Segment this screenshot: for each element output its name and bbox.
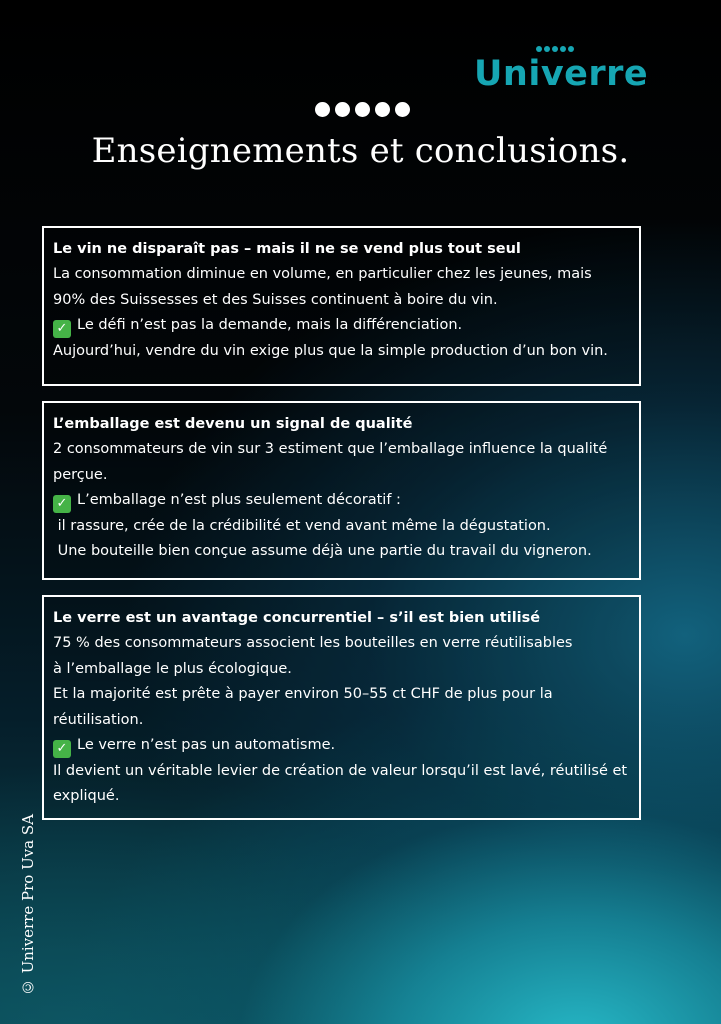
card-text: à l’emballage le plus écologique. — [53, 660, 292, 677]
card-conclusion-text: Le verre n’est pas un automatisme. — [77, 737, 336, 753]
card-conclusion — [53, 313, 631, 339]
card-text: Aujourd’hui, vendre du vin exige plus que la simple production d’un bon vin. — [53, 342, 608, 359]
card-text: 2 consommateurs de vin sur 3 estiment que l’emballage influence la qualité — [53, 441, 608, 457]
card-text: il rassure, crée de la crédibilité et vend avant même la dégustation. — [53, 517, 551, 534]
card-glass — [42, 595, 641, 820]
check-mark-icon: ✓ — [53, 320, 71, 338]
logo-text: Univerre — [474, 54, 649, 94]
card-conclusion — [53, 733, 631, 759]
title-dots-decoration — [315, 102, 410, 117]
copyright-notice: © Univerre Pro Uva SA — [19, 813, 37, 996]
card-text: Et la majorité est prête à payer environ 50–55 ct CHF de plus pour la — [53, 686, 553, 702]
card-text: La consommation diminue en volume, en particulier chez les jeunes, mais — [53, 266, 592, 282]
card-text: perçue. — [53, 466, 108, 483]
card-text: Il devient un véritable levier de création de valeur lorsqu’il est lavé, réutilisé et — [53, 762, 628, 779]
card-packaging — [42, 401, 641, 580]
univerre-logo — [474, 46, 674, 98]
card-text: expliqué. — [53, 788, 120, 804]
card-conclusion-text: L’emballage n’est plus seulement décoratif : — [77, 492, 401, 508]
check-mark-icon: ✓ — [53, 740, 71, 758]
card-heading: Le verre est un avantage concurrentiel – s’il est bien utilisé — [53, 610, 541, 626]
card-conclusion-text: Le défi n’est pas la demande, mais la différenciation. — [77, 317, 463, 333]
card-heading: L’emballage est devenu un signal de qualité — [53, 416, 413, 432]
card-conclusion — [53, 488, 631, 514]
check-mark-icon: ✓ — [53, 495, 71, 513]
card-text: 75 % des consommateurs associent les bouteilles en verre réutilisables — [53, 635, 573, 651]
card-wine-market — [42, 226, 641, 386]
card-text: réutilisation. — [53, 711, 144, 728]
card-text: Une bouteille bien conçue assume déjà une partie du travail du vigneron. — [53, 543, 592, 559]
card-heading: Le vin ne disparaît pas – mais il ne se vend plus tout seul — [53, 241, 521, 257]
card-text: 90% des Suissesses et des Suisses continuent à boire du vin. — [53, 291, 498, 308]
page-title: Enseignements et conclusions. — [91, 131, 630, 171]
